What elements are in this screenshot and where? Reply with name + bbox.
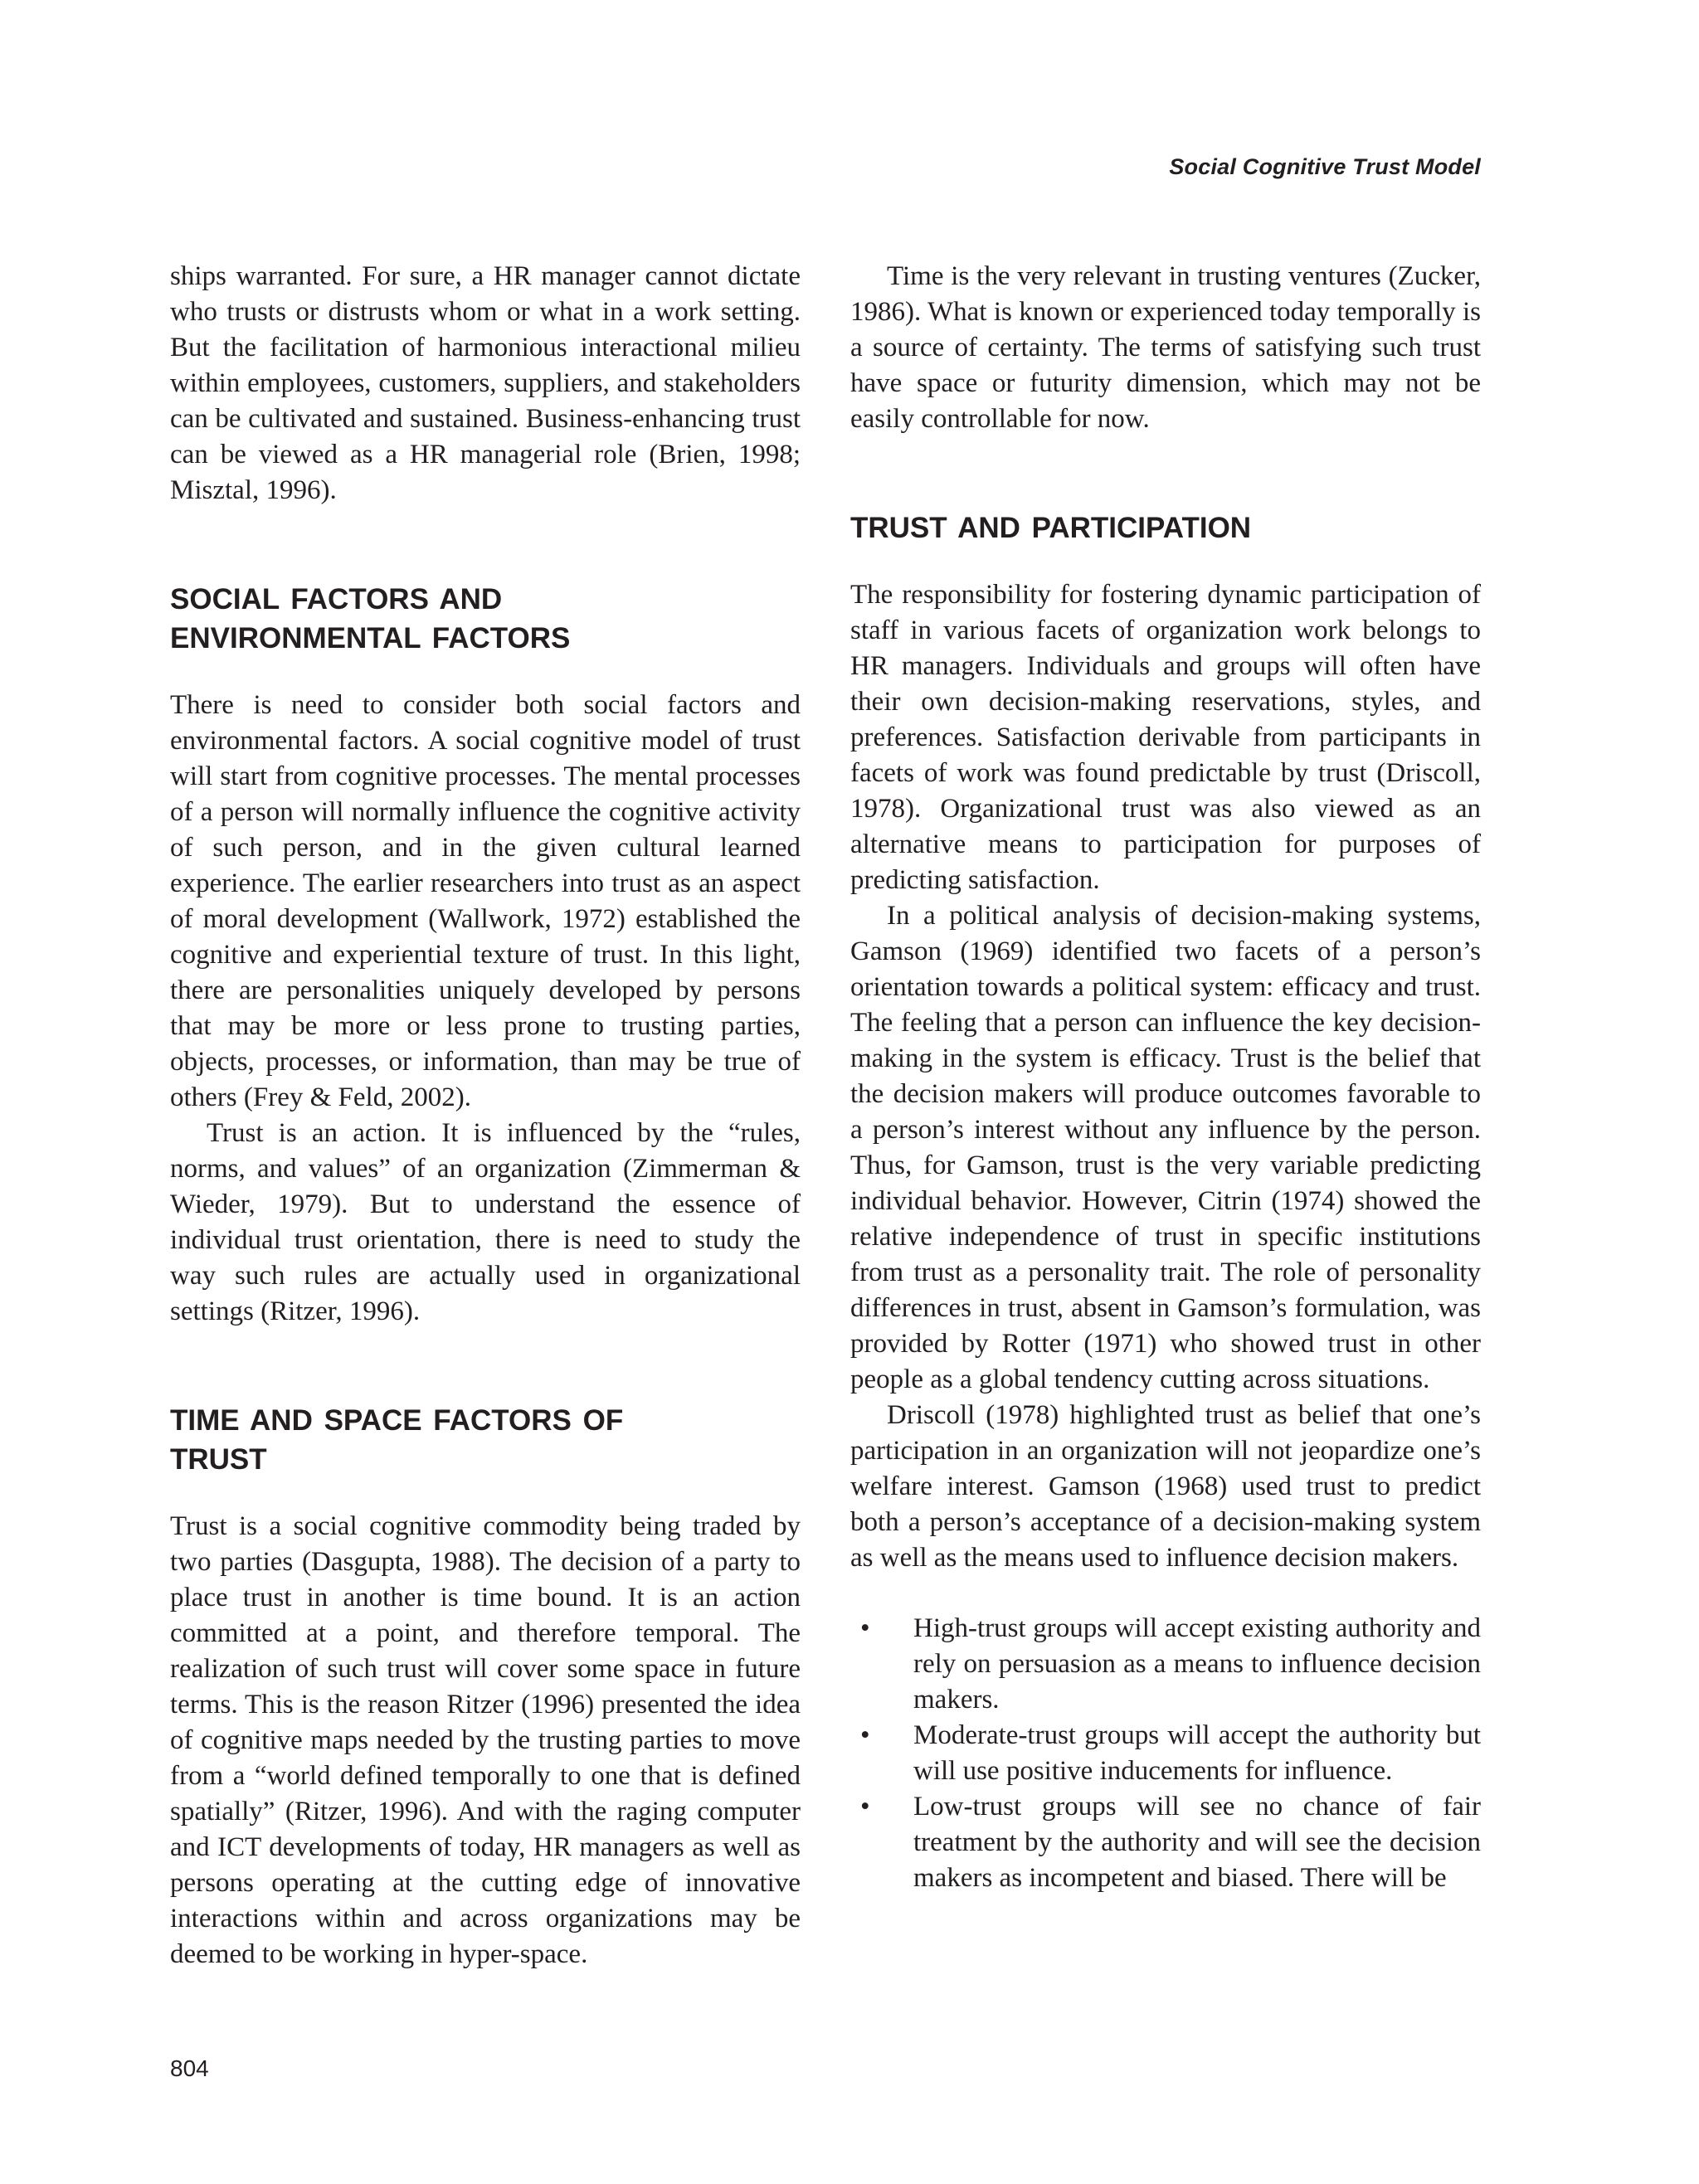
participation-paragraph-2: In a political analysis of decision-making systems, Gamson (1969) identified two facets of a person’s orientation towards a political system: efficacy and trust. The feeling that a person can influence the key decision-making in the system is efficacy. Trust is the belief that the decision makers will produce outcomes favorable to a person’s interest without any influence by the person. Thus, for Gamson, trust is the very variable predicting individual behavior. However, Citrin (1974) showed the relative independence of trust in specific institutions from trust as a personality trait. The role of personality differences in trust, absent in Gamson’s formulation, was provided by Rotter (1971) who showed trust in other people as a global tendency cutting across situations. <box>850 901 1481 1394</box>
participation-paragraph-1: The responsibility for fostering dynamic participation of staff in various facets of organization work belongs to HR managers. Individuals and groups will often have their own decision-making reservations, styles, and preferences. Satisfaction derivable from participants in facets of work was found predictable by trust (Driscoll, 1978). Organizational trust was also viewed as an alternative means to participation for purposes of predicting satisfaction. <box>850 580 1481 895</box>
intro-paragraph-left: ships warranted. For sure, a HR manager cannot dictate who trusts or distrusts whom or what in a work setting. But the facilitation of harmonious interactional milieu within employees, customers, suppliers, and stakeholders can be cultivated and sustained. Business-enhancing trust can be viewed as a HR managerial role (Brien, 1998; Misztal, 1996). <box>170 261 801 505</box>
right-column <box>850 259 1481 1896</box>
heading-time-line1: TIME AND SPACE FACTORS OF <box>170 1404 624 1437</box>
social-paragraph-2: Trust is an action. It is influenced by the “rules, norms, and values” of an organization (Zimmerman & Wieder, 1979). But to understand the essence of individual trust orientation, there is need to study the way such rules are actually used in organizational settings (Ritzer, 1996). <box>170 1118 801 1326</box>
participation-paragraph-3: Driscoll (1978) highlighted trust as belief that one’s participation in an organization will not jeopardize one’s welfare interest. Gamson (1968) used trust to predict both a person’s acceptance of a decision-making system as well as the means used to influence decision makers. <box>850 1400 1481 1573</box>
list-item-text: High-trust groups will accept existing authority and rely on persuasion as a means to influence decision makers. <box>913 1613 1481 1715</box>
social-paragraph-1: There is need to consider both social factors and environmental factors. A social cognitive model of trust will start from cognitive processes. The mental processes of a person will normally influence the cognitive activity of such person, and in the given cultural learned experience. The earlier researchers into trust as an aspect of moral development (Wallwork, 1972) established the cognitive and experiential texture of trust. In this light, there are personalities uniquely developed by persons that may be more or less prone to trusting parties, objects, processes, or information, than may be true of others (Frey & Feld, 2002). <box>170 690 801 1112</box>
list-item-text: Low-trust groups will see no chance of fair treatment by the authority and will see the decision makers as incompetent and biased. There will be <box>913 1792 1481 1893</box>
heading-time-space <box>170 1401 801 1479</box>
heading-time-line2: TRUST <box>170 1443 267 1476</box>
left-column <box>170 259 801 1972</box>
time-paragraph-1: Trust is a social cognitive commodity being traded by two parties (Dasgupta, 1988). The decision of a party to place trust in another is time bound. It is an action committed at a point, and therefore temporal. The realization of such trust will cover some space in future terms. This is the reason Ritzer (1996) presented the idea of cognitive maps needed by the trusting parties to move from a “world defined temporally to one that is defined spatially” (Ritzer, 1996). And with the raging computer and ICT developments of today, HR managers as well as persons operating at the cutting edge of innovative interactions within and across organizations may be deemed to be working in hyper-space. <box>170 1511 801 1969</box>
bullet-marker: • <box>860 1613 870 1643</box>
page-number: 804 <box>170 2055 209 2081</box>
trust-groups-list <box>850 1611 1481 1896</box>
heading-trust-participation: TRUST AND PARTICIPATION <box>850 512 1252 544</box>
running-head: Social Cognitive Trust Model <box>1169 154 1481 179</box>
heading-social-factors <box>170 580 801 658</box>
bullet-marker: • <box>860 1792 870 1822</box>
bullet-marker: • <box>860 1720 870 1750</box>
heading-social-line1: SOCIAL FACTORS AND <box>170 583 503 615</box>
intro-paragraph-right: Time is the very relevant in trusting ventures (Zucker, 1986). What is known or experienced today temporally is a source of certainty. The terms of satisfying such trust have space or futurity dimension, which may not be easily controllable for now. <box>850 261 1481 434</box>
list-item-text: Moderate-trust groups will accept the authority but will use positive inducements for influence. <box>913 1720 1481 1786</box>
list-item <box>850 1718 1481 1789</box>
list-item <box>850 1611 1481 1718</box>
heading-social-line2: ENVIRONMENTAL FACTORS <box>170 622 571 654</box>
list-item <box>850 1789 1481 1896</box>
